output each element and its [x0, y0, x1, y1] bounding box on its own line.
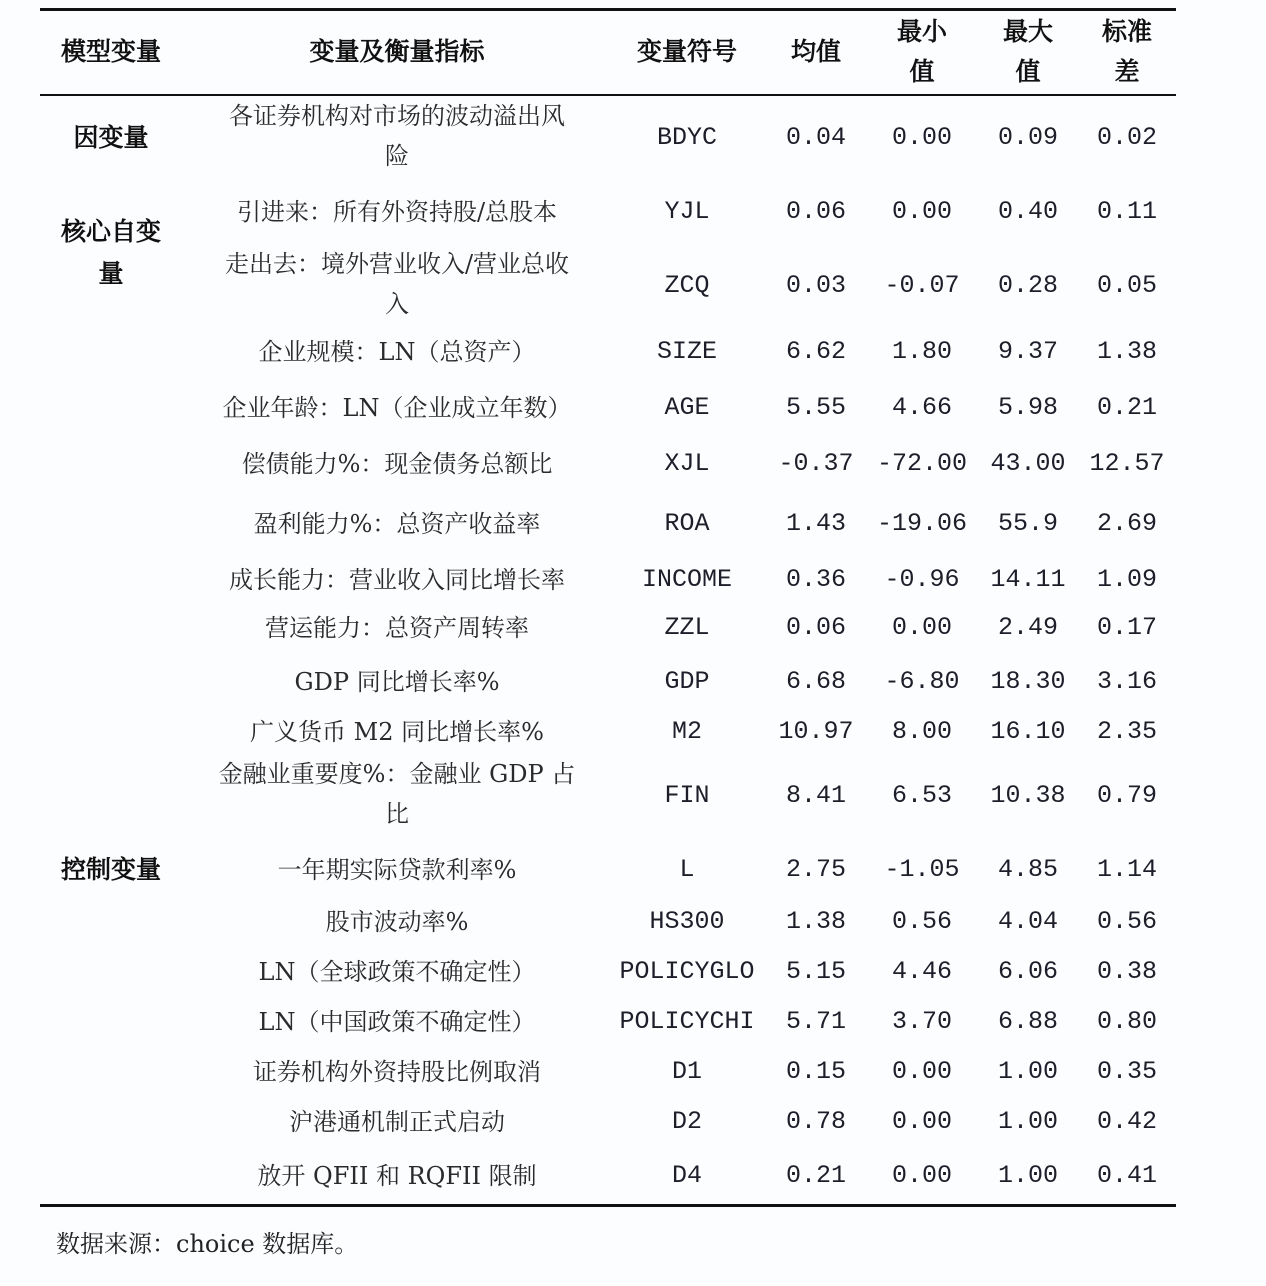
- mean-value: 0.06: [785, 197, 846, 226]
- description: LN（中国政策不确定性）: [258, 1008, 536, 1036]
- max-value: 1.00: [997, 1057, 1058, 1086]
- std-value: 0.11: [1096, 197, 1157, 226]
- std-value: 1.14: [1096, 855, 1157, 884]
- description: 广义货币 M2 同比增长率%: [250, 718, 544, 746]
- description: 引进来：所有外资持股/总股本: [236, 198, 558, 226]
- mean-value: 8.41: [785, 781, 846, 810]
- max-value: 0.40: [997, 197, 1058, 226]
- header-description: 变量及衡量指标: [309, 37, 485, 66]
- top-rule: [40, 8, 1176, 11]
- min-value: 4.46: [891, 957, 952, 986]
- min-value: 0.00: [891, 123, 952, 152]
- symbol: HS300: [649, 907, 725, 936]
- mean-value: -0.37: [778, 449, 854, 478]
- mean-value: 0.15: [785, 1057, 846, 1086]
- description: GDP 同比增长率%: [294, 668, 500, 696]
- max-value: 16.10: [990, 717, 1066, 746]
- symbol: BDYC: [656, 123, 717, 152]
- description-line2: 入: [385, 290, 409, 318]
- std-value: 2.35: [1096, 717, 1157, 746]
- std-value: 12.57: [1089, 449, 1165, 478]
- min-value: 1.80: [891, 337, 952, 366]
- header-min-line2: 值: [909, 57, 935, 86]
- max-value: 14.11: [990, 565, 1066, 594]
- std-value: 1.38: [1096, 337, 1157, 366]
- group-core-line2: 量: [98, 259, 124, 288]
- description-line2: 险: [385, 142, 409, 170]
- symbol: AGE: [664, 393, 710, 422]
- max-value: 55.9: [997, 509, 1058, 538]
- header-std-line2: 差: [1114, 57, 1140, 86]
- std-value: 0.17: [1096, 613, 1157, 642]
- mean-value: 0.06: [785, 613, 846, 642]
- data-source-note: 数据来源：choice 数据库。: [56, 1230, 359, 1258]
- min-value: -1.05: [884, 855, 960, 884]
- description: 证券机构外资持股比例取消: [253, 1058, 541, 1086]
- max-value: 4.85: [997, 855, 1058, 884]
- max-value: 9.37: [997, 337, 1058, 366]
- symbol: M2: [671, 717, 702, 746]
- min-value: -0.07: [884, 271, 960, 300]
- max-value: 10.38: [990, 781, 1066, 810]
- description: 股市波动率%: [325, 908, 469, 936]
- symbol: POLICYCHI: [619, 1007, 755, 1036]
- mean-value: 0.03: [785, 271, 846, 300]
- symbol: L: [679, 855, 695, 884]
- description: 企业年龄：LN（企业成立年数）: [222, 394, 572, 422]
- std-value: 0.80: [1096, 1007, 1157, 1036]
- min-value: -72.00: [876, 449, 967, 478]
- description: 盈利能力%：总资产收益率: [253, 510, 541, 538]
- min-value: 0.00: [891, 1161, 952, 1190]
- mean-value: 0.78: [785, 1107, 846, 1136]
- header-std-line1: 标准: [1101, 17, 1152, 46]
- min-value: 3.70: [891, 1007, 952, 1036]
- mean-value: 5.55: [785, 393, 846, 422]
- min-value: 0.00: [891, 1107, 952, 1136]
- max-value: 43.00: [990, 449, 1066, 478]
- description: 沪港通机制正式启动: [289, 1108, 505, 1136]
- description: 放开 QFII 和 RQFII 限制: [257, 1162, 537, 1190]
- header-min-line1: 最小: [896, 17, 947, 46]
- std-value: 0.79: [1096, 781, 1157, 810]
- symbol: FIN: [664, 781, 710, 810]
- description-line1: 走出去：境外营业收入/营业总收: [224, 250, 570, 278]
- header-max-line2: 值: [1015, 57, 1041, 86]
- description: 偿债能力%：现金债务总额比: [241, 450, 553, 478]
- symbol: ZZL: [664, 613, 710, 642]
- mean-value: 5.15: [785, 957, 846, 986]
- description: 成长能力：营业收入同比增长率: [229, 566, 565, 594]
- description-line2: 比: [385, 800, 409, 828]
- symbol: ZCQ: [664, 271, 710, 300]
- mean-value: 6.62: [785, 337, 846, 366]
- min-value: 6.53: [891, 781, 952, 810]
- symbol: D2: [671, 1107, 702, 1136]
- description: 企业规模：LN（总资产）: [258, 338, 536, 366]
- header-symbol: 变量符号: [636, 37, 737, 66]
- symbol: INCOME: [641, 565, 732, 594]
- max-value: 6.06: [997, 957, 1058, 986]
- max-value: 2.49: [997, 613, 1058, 642]
- symbol: D1: [671, 1057, 702, 1086]
- mean-value: 2.75: [785, 855, 846, 884]
- symbol: GDP: [664, 667, 710, 696]
- header-group: 模型变量: [60, 37, 161, 66]
- std-value: 0.42: [1096, 1107, 1157, 1136]
- header-max-line1: 最大: [1002, 17, 1053, 46]
- mean-value: 0.36: [785, 565, 846, 594]
- symbol: D4: [671, 1161, 702, 1190]
- mean-value: 0.21: [785, 1161, 846, 1190]
- min-value: 0.00: [891, 197, 952, 226]
- description: LN（全球政策不确定性）: [258, 958, 536, 986]
- min-value: 8.00: [891, 717, 952, 746]
- description-line1: 各证券机构对市场的波动溢出风: [229, 102, 565, 130]
- mean-value: 5.71: [785, 1007, 846, 1036]
- max-value: 5.98: [997, 393, 1058, 422]
- description-line1: 金融业重要度%：金融业 GDP 占: [218, 760, 576, 788]
- group-core-line1: 核心自变: [60, 217, 161, 246]
- symbol: XJL: [664, 449, 710, 478]
- bottom-rule: [40, 1204, 1176, 1207]
- mean-value: 1.38: [785, 907, 846, 936]
- std-value: 2.69: [1096, 509, 1157, 538]
- std-value: 1.09: [1096, 565, 1157, 594]
- std-value: 0.21: [1096, 393, 1157, 422]
- min-value: 0.00: [891, 1057, 952, 1086]
- max-value: 1.00: [997, 1107, 1058, 1136]
- std-value: 0.02: [1096, 123, 1157, 152]
- max-value: 1.00: [997, 1161, 1058, 1190]
- symbol: YJL: [664, 197, 710, 226]
- mean-value: 0.04: [785, 123, 846, 152]
- group-dependent: 因变量: [73, 123, 149, 152]
- std-value: 3.16: [1096, 667, 1157, 696]
- min-value: 0.56: [891, 907, 952, 936]
- symbol: POLICYGLO: [619, 957, 755, 986]
- description: 一年期实际贷款利率%: [277, 856, 517, 884]
- min-value: 4.66: [891, 393, 952, 422]
- std-value: 0.38: [1096, 957, 1157, 986]
- symbol: SIZE: [656, 337, 717, 366]
- std-value: 0.05: [1096, 271, 1157, 300]
- min-value: -19.06: [876, 509, 967, 538]
- group-control: 控制变量: [60, 855, 161, 884]
- description: 营运能力：总资产周转率: [265, 614, 529, 642]
- min-value: -0.96: [884, 565, 960, 594]
- min-value: -6.80: [884, 667, 960, 696]
- max-value: 0.28: [997, 271, 1058, 300]
- max-value: 0.09: [997, 123, 1058, 152]
- max-value: 4.04: [997, 907, 1058, 936]
- mean-value: 10.97: [778, 717, 854, 746]
- max-value: 18.30: [990, 667, 1066, 696]
- min-value: 0.00: [891, 613, 952, 642]
- mean-value: 1.43: [785, 509, 846, 538]
- header-mean: 均值: [790, 37, 841, 66]
- std-value: 0.41: [1096, 1161, 1157, 1190]
- mean-value: 6.68: [785, 667, 846, 696]
- symbol: ROA: [664, 509, 710, 538]
- std-value: 0.56: [1096, 907, 1157, 936]
- std-value: 0.35: [1096, 1057, 1157, 1086]
- max-value: 6.88: [997, 1007, 1058, 1036]
